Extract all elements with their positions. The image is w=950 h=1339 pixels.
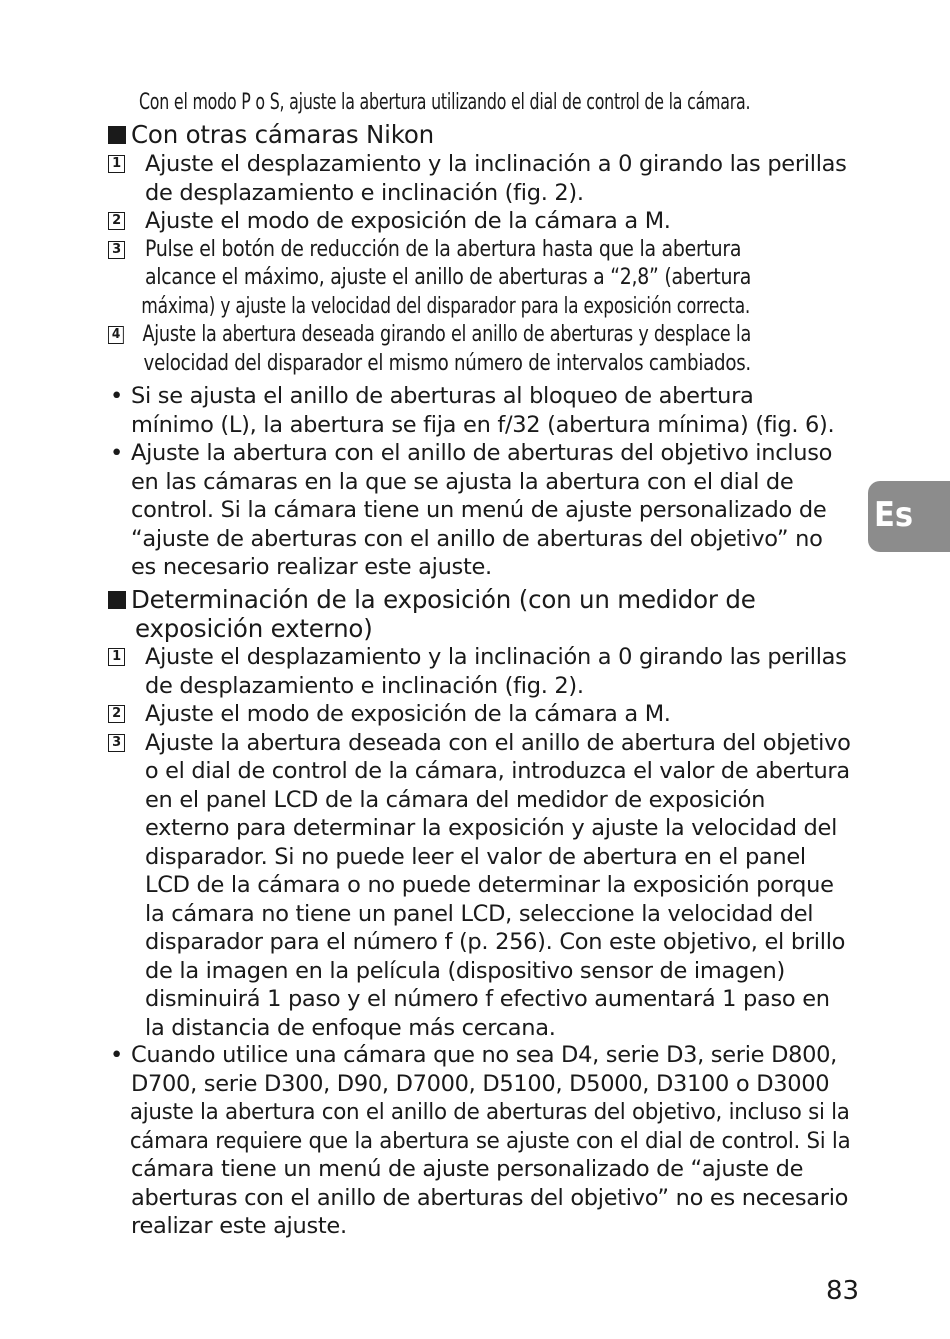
step-3-cont: LCD de la cámara o no puede determinar la exposición porque [145, 872, 834, 898]
bullet-item-cont: control. Si la cámara tiene un menú de ajuste personalizado de [131, 497, 827, 523]
bullet-item-cont: mínimo (L), la abertura se fija en f/32 (abertura mínima) (fig. 6). [131, 411, 835, 438]
bullet-item-cont: ajuste la abertura con el anillo de aberturas del objetivo, incluso si la [129, 1099, 850, 1125]
section-exposure [108, 586, 848, 643]
step-1: 1 Ajuste el desplazamiento y la inclinación a 0 girando las perillas [108, 150, 848, 179]
step-3-cont: en el panel LCD de la cámara del medidor de exposición [145, 786, 766, 813]
step-3: 3 Ajuste la abertura deseada con el anillo de abertura del objetivo [108, 729, 847, 758]
step-1-cont: de desplazamiento e inclinación (fig. 2). [145, 672, 584, 699]
section1-steps [108, 150, 848, 378]
step-3-cont: la cámara no tiene un panel LCD, seleccione la velocidad del [145, 900, 814, 927]
bullet-item: • Cuando utilice una cámara que no sea D4, serie D3, serie D800, [110, 1042, 837, 1068]
page-number: 83 [826, 1276, 860, 1306]
step-3-cont: disminuirá 1 paso y el número f efectivo aumentará 1 paso en [145, 986, 830, 1012]
square-bullet-icon [108, 591, 126, 609]
step-number-box: 2 [108, 705, 125, 723]
step-number-box: 1 [108, 648, 125, 666]
language-tab [868, 481, 950, 552]
step-1-cont: de desplazamiento e inclinación (fig. 2). [145, 179, 584, 206]
bullet-item-cont: “ajuste de aberturas con el anillo de aberturas del objetivo” no [131, 525, 823, 552]
bullet-item-cont: aberturas con el anillo de aberturas del objetivo” no es necesario [131, 1184, 849, 1211]
step-3-cont: externo para determinar la exposición y ajuste la velocidad del [145, 815, 838, 841]
step-3-cont: o el dial de control de la cámara, introduzca el valor de abertura [144, 758, 850, 784]
section2-steps [108, 643, 851, 1042]
step-number-box: 4 [108, 326, 124, 344]
bullet-item-cont: realizar este ajuste. [131, 1213, 347, 1239]
step-number-box: 1 [108, 155, 125, 173]
bullet-item: • Ajuste la abertura con el anillo de aberturas del objetivo incluso [110, 440, 833, 466]
language-tab-label: Es [874, 495, 914, 535]
step-3-cont: disparador. Si no puede leer el valor de abertura en el panel [145, 843, 806, 870]
section-other-cameras [108, 121, 848, 150]
bullet-item-cont: en las cámaras en la que se ajusta la abertura con el dial de [131, 468, 794, 495]
step-number-box: 3 [108, 241, 125, 259]
bullet-item: • Si se ajusta el anillo de aberturas al bloqueo de abertura [110, 383, 754, 409]
section2-bullets [108, 1041, 851, 1241]
bullet-item-cont: cámara requiere que la abertura se ajuste con el dial de control. Si la [129, 1127, 851, 1154]
bullet-item-cont: cámara tiene un menú de ajuste personalizado de “ajuste de [131, 1156, 804, 1182]
step-3: 3 Pulse el botón de reducción de la abertura hasta que la abertura [108, 236, 848, 265]
section1-bullets [108, 382, 848, 582]
bullet-item-cont: D700, serie D300, D90, D7000, D5100, D5000, D3100 o D3000 [131, 1070, 830, 1097]
bullet-item-cont: es necesario realizar este ajuste. [131, 554, 492, 580]
square-bullet-icon [108, 126, 126, 144]
section-heading: Determinación de la exposición (con un medidor de [108, 586, 848, 615]
step-1: 1 Ajuste el desplazamiento y la inclinación a 0 girando las perillas [108, 643, 848, 672]
step-3-cont: disparador para el número f (p. 256). Con este objetivo, el brillo [145, 929, 846, 955]
section-heading-cont: exposición externo) [135, 613, 373, 643]
step-3-cont: la distancia de enfoque más cercana. [145, 1014, 556, 1041]
intro-text: Con el modo P o S, ajuste la abertura utilizando el dial de control de la cámara. [138, 90, 751, 115]
step-3-cont: de la imagen en la película (dispositivo sensor de imagen) [145, 957, 785, 984]
step-3-cont: máxima) y ajuste la velocidad del disparador para la exposición correcta. [141, 293, 751, 319]
step-number-box: 2 [108, 212, 125, 230]
step-4: 4 Ajuste la abertura deseada girando el anillo de aberturas y desplace la [108, 321, 797, 350]
step-number-box: 3 [108, 734, 125, 752]
step-2: 2 Ajuste el modo de exposición de la cámara a M. [108, 207, 848, 236]
step-3-cont: alcance el máximo, ajuste el anillo de aberturas a “2,8” (abertura [144, 265, 752, 290]
section-heading: Con otras cámaras Nikon [108, 121, 848, 150]
step-2: 2 Ajuste el modo de exposición de la cámara a M. [108, 700, 848, 729]
step-4-cont: velocidad del disparador el mismo número de intervalos cambiados. [143, 350, 751, 376]
intro-line [108, 89, 848, 118]
